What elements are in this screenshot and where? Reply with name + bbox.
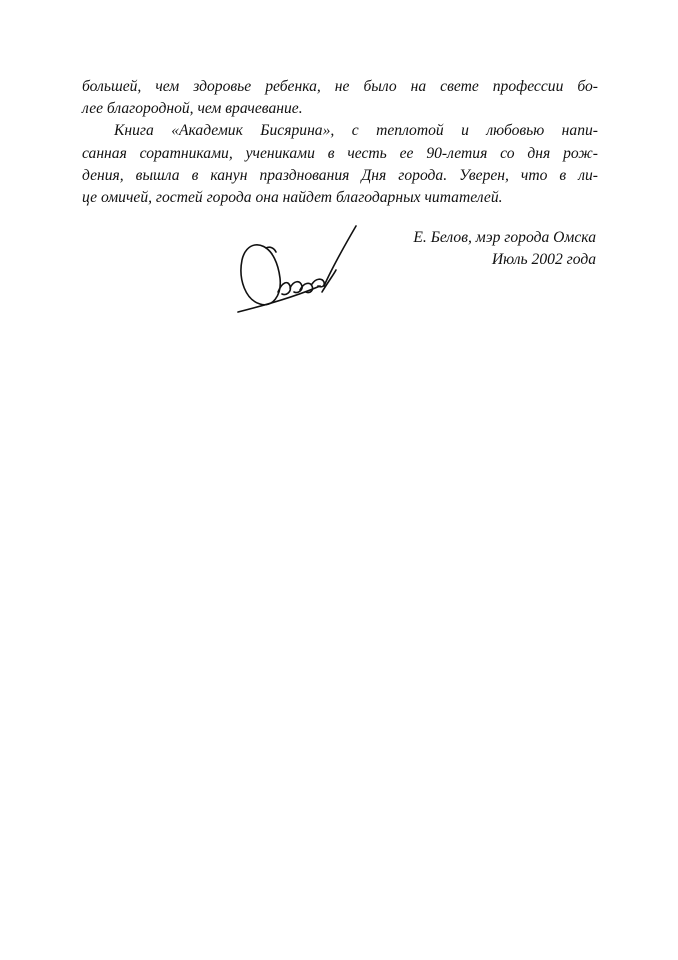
date-line: Июль 2002 года (491, 251, 596, 269)
paragraph-2-line-1: Книга «Академик Бисярина», с теплотой и любовью напи- (114, 122, 598, 140)
paragraph-2-line-4: це омичей, гостей города она найдет благодарных читателей. (82, 189, 503, 207)
paragraph-2 (82, 120, 598, 209)
paragraph-1-line-1: большей, чем здоровье ребенка, не было на свете профессии бо- (82, 78, 598, 95)
paragraph-2-line-3: дения, вышла в канун празднования Дня города. Уверен, что в ли- (82, 166, 598, 184)
paragraph-1-line-2: лее благородной, чем врачевание. (82, 100, 303, 118)
body-text (82, 76, 598, 209)
paragraph-1 (82, 76, 598, 120)
signature-block (413, 227, 596, 271)
author-line: Е. Белов, мэр города Омска (413, 229, 596, 246)
paragraph-2-line-2: санная соратниками, учениками в честь ее 90-летия со дня рож- (82, 144, 598, 162)
handwritten-signature-icon (232, 222, 362, 317)
